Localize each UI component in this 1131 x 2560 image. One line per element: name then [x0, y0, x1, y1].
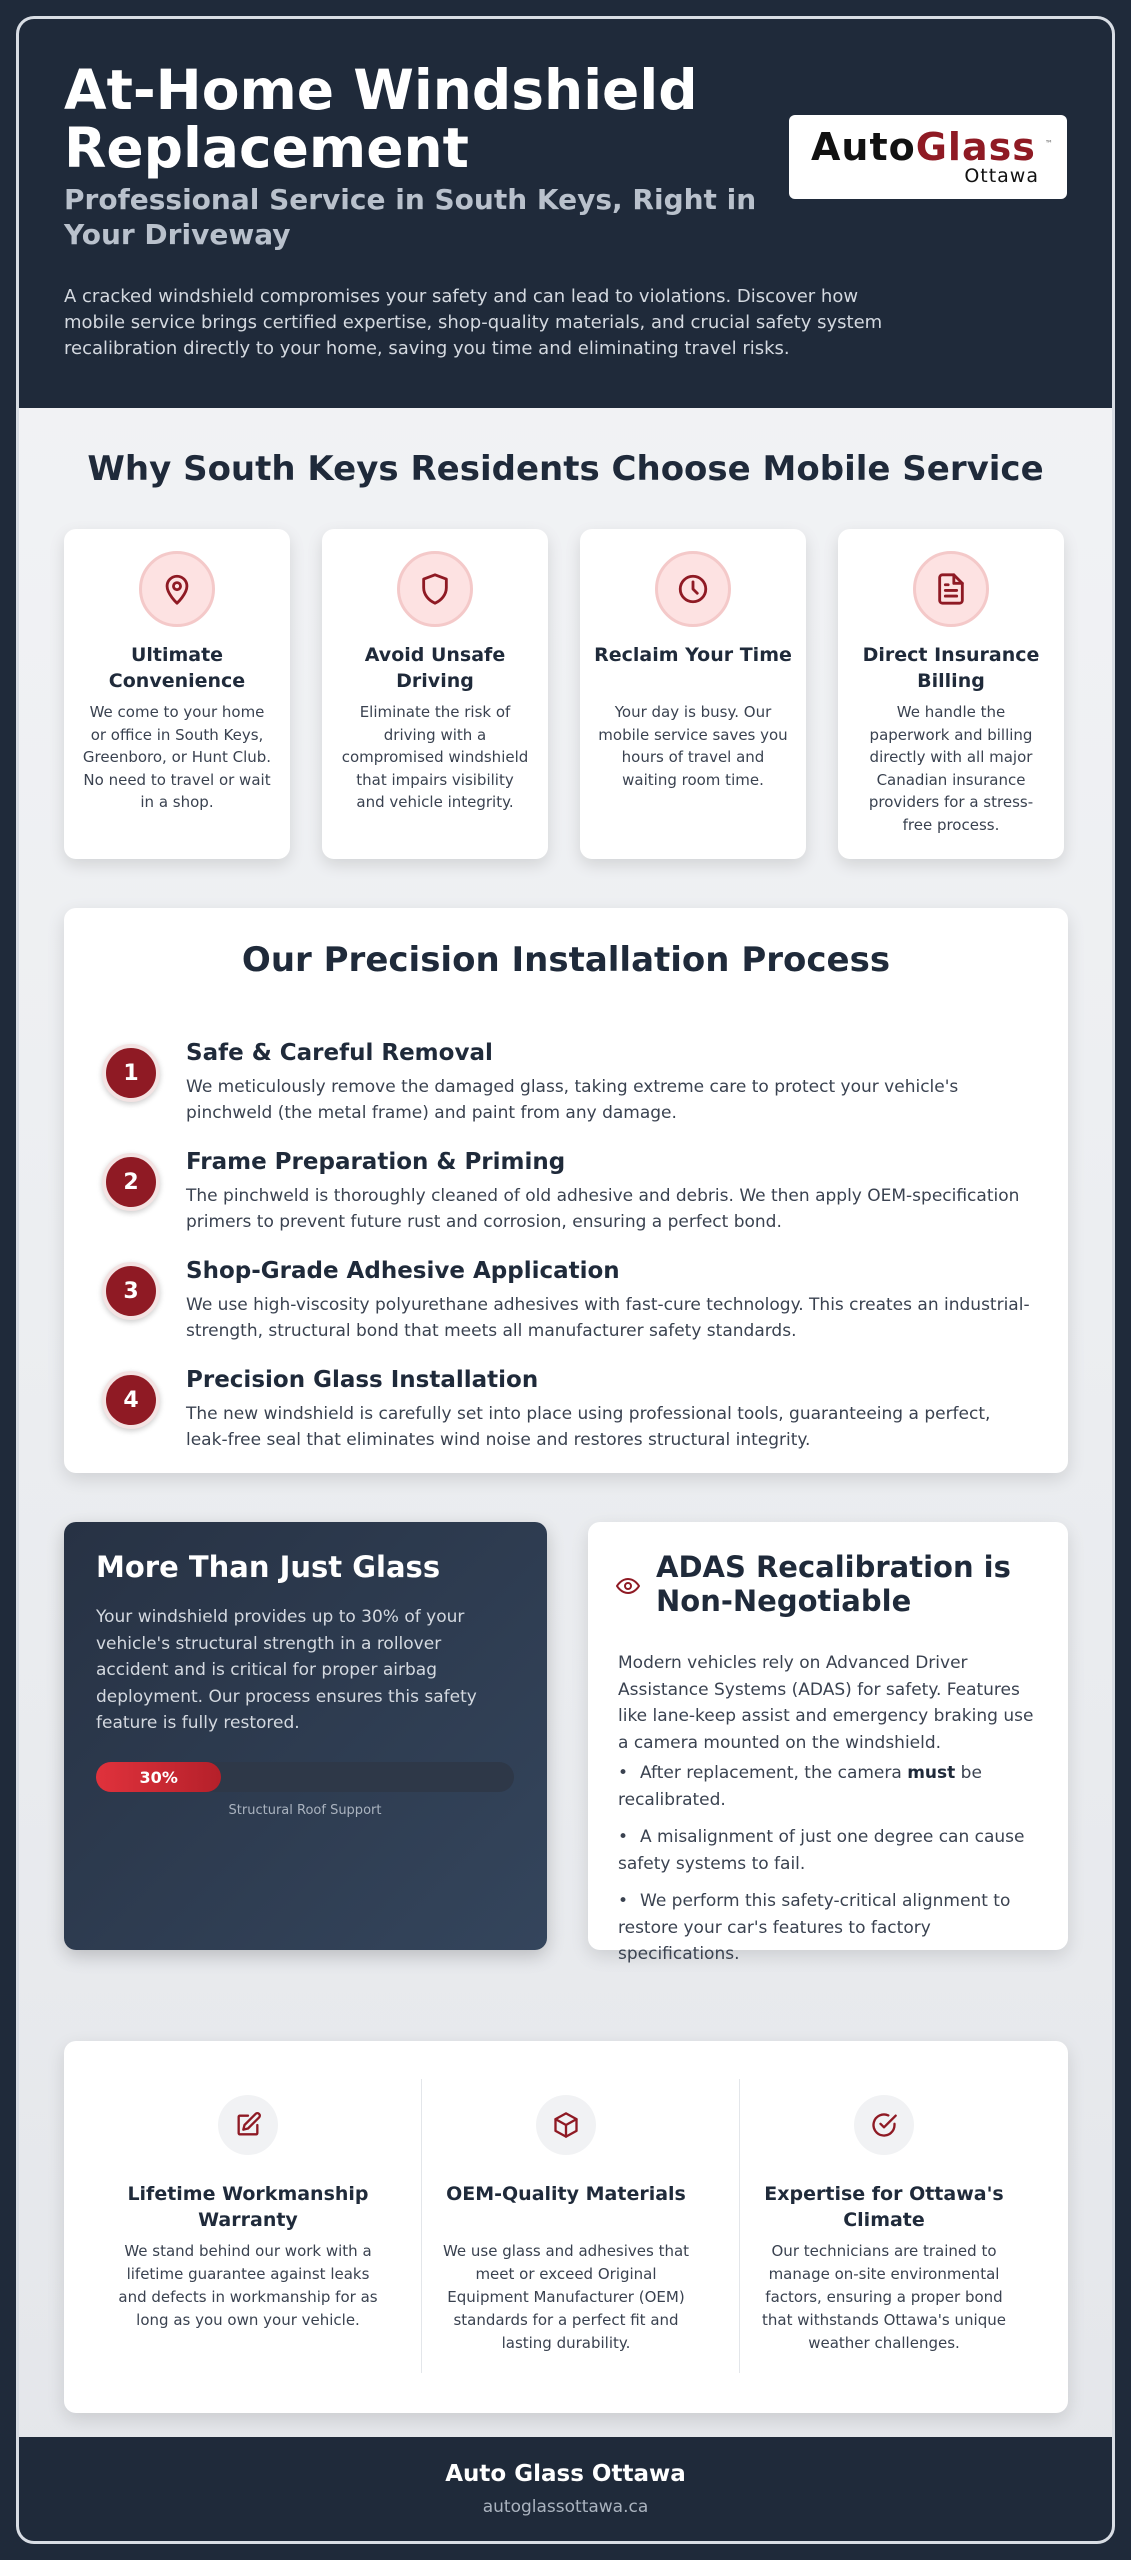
step-title: Precision Glass Installation — [186, 1367, 539, 1393]
step-title: Frame Preparation & Priming — [186, 1149, 566, 1175]
adas-text: Modern vehicles rely on Advanced Driver Assistance Systems (ADAS) for safety. Features like lane-keep assist and emergency braking use a camera mounted on the windshield. — [618, 1653, 1034, 1753]
page-frame — [16, 16, 1115, 2544]
page-title: At-Home Windshield Replacement — [64, 58, 698, 180]
bullet-text: be recalibrated. — [618, 1763, 982, 1810]
feature-title: Lifetime Workmanship Warranty — [127, 2183, 369, 2231]
features-section — [64, 2041, 1068, 2413]
feature-text: We use glass and adhesives that meet or exceed Original Equipment Manufacturer (OEM) standards for a perfect fit and lasting durability. — [442, 2242, 690, 2352]
benefit-card-text: We handle the paperwork and billing directly with all major Canadian insurance providers for a stress-free process. — [868, 703, 1034, 834]
bullet-text: We perform this safety-critical alignment to restore your car's features to factory specifications. — [618, 1891, 1011, 1964]
check-circle-icon — [854, 2095, 914, 2155]
page-footer — [19, 2437, 1112, 2544]
structural-card-text: Your windshield provides up to 30% of your vehicle's structural strength in a rollover accident and is critical for proper airbag deployment. Our process ensures this safety feature is fully restored. — [96, 1607, 477, 1733]
benefit-card-title: Direct Insurance Billing — [862, 644, 1040, 692]
step-text: The pinchweld is thoroughly cleaned of old adhesive and debris. We then apply OEM-specification primers to prevent future rust and corrosion, ensuring a perfect bond. — [186, 1186, 1020, 1232]
footer-company-name: Auto Glass Ottawa — [445, 2461, 686, 2487]
page-subtitle: Professional Service in South Keys, Right in Your Driveway — [64, 183, 757, 251]
feature-climate-expertise — [725, 2041, 1043, 2413]
feature-title: OEM-Quality Materials — [446, 2183, 686, 2205]
benefit-card-title: Reclaim Your Time — [594, 644, 792, 666]
edit-icon — [218, 2095, 278, 2155]
logo-trademark: ™ — [1045, 139, 1053, 148]
benefit-card-text: We come to your home or office in South Keys, Greenboro, or Hunt Club. No need to travel or wait in a shop. — [82, 703, 272, 811]
logo-auto-text: Auto — [811, 125, 916, 169]
adas-title: ADAS Recalibration is Non-Negotiable — [656, 1550, 1011, 1618]
step-number-badge: 3 — [102, 1262, 160, 1320]
feature-text: We stand behind our work with a lifetime guarantee against leaks and defects in workmanship for as long as you own your vehicle. — [118, 2242, 378, 2329]
logo-glass-text: Glass — [915, 125, 1036, 169]
bullet-emphasis: must — [907, 1763, 956, 1783]
step-number-badge: 2 — [102, 1153, 160, 1211]
roof-support-progress-fill: 30% — [96, 1762, 221, 1792]
cube-icon — [536, 2095, 596, 2155]
logo-city-text: Ottawa — [964, 165, 1039, 187]
benefit-card-convenience — [64, 529, 290, 859]
step-title: Safe & Careful Removal — [186, 1040, 493, 1066]
eye-icon — [616, 1574, 640, 1602]
benefit-card-title: Avoid Unsafe Driving — [364, 644, 506, 692]
bullet-dot: • — [618, 1763, 629, 1783]
bullet-text: A misalignment of just one degree can cause safety systems to fail. — [618, 1827, 1025, 1874]
feature-text: Our technicians are trained to manage on-site environmental factors, ensuring a proper bond that withstands Ottawa's unique weather challenges. — [762, 2242, 1006, 2352]
document-icon — [913, 551, 989, 627]
logo-wordmark — [811, 125, 1036, 169]
hero-description: A cracked windshield compromises your safety and can lead to violations. Discover how mobile service brings certified expertise, shop-quality materials, and crucial safety system recalibration directly to your home, saving you time and eliminating travel risks. — [64, 286, 883, 359]
adas-recalibration-card — [588, 1522, 1068, 1964]
bullet-dot: • — [618, 1891, 629, 1911]
step-text: We use high-viscosity polyurethane adhesives with fast-cure technology. This creates an industrial-strength, structural bond that meets all manufacturer safety standards. — [186, 1295, 1030, 1341]
roof-support-label: Structural Roof Support — [228, 1803, 382, 1818]
structural-card-title: More Than Just Glass — [96, 1550, 441, 1584]
benefit-card-title: Ultimate Convenience — [108, 644, 246, 692]
clock-icon — [655, 551, 731, 627]
benefit-card-safety — [322, 529, 548, 859]
adas-bullet — [618, 1760, 1043, 1813]
step-text: The new windshield is carefully set into place using professional tools, guaranteeing a perfect, leak-free seal that eliminates wind noise and restores structural integrity. — [186, 1404, 991, 1450]
benefit-card-insurance — [838, 529, 1064, 859]
structural-strength-card — [64, 1522, 547, 1950]
feature-warranty — [89, 2041, 407, 2413]
shield-icon — [397, 551, 473, 627]
map-pin-icon — [139, 551, 215, 627]
benefit-card-text: Your day is busy. Our mobile service saves you hours of travel and waiting room time. — [598, 703, 788, 789]
benefit-card-text: Eliminate the risk of driving with a compromised windshield that impairs visibility and vehicle integrity. — [341, 703, 529, 811]
feature-title: Expertise for Ottawa's Climate — [764, 2183, 1004, 2231]
roof-support-progress-bar — [96, 1762, 514, 1792]
footer-website-link[interactable]: autoglassottawa.ca — [482, 2497, 649, 2517]
auto-glass-logo — [789, 115, 1067, 199]
feature-oem-materials — [407, 2041, 725, 2413]
step-number-badge: 4 — [102, 1371, 160, 1429]
why-section-title: Why South Keys Residents Choose Mobile Service — [87, 449, 1044, 489]
adas-bullet — [618, 1888, 1043, 1968]
step-text: We meticulously remove the damaged glass, taking extreme care to protect your vehicle's pinchweld (the metal frame) and paint from any damage. — [186, 1077, 959, 1123]
installation-process-section — [64, 908, 1068, 1473]
step-title: Shop-Grade Adhesive Application — [186, 1258, 620, 1284]
process-title: Our Precision Installation Process — [241, 940, 891, 980]
hero-header — [19, 19, 1112, 408]
benefit-card-time — [580, 529, 806, 859]
bullet-text: After replacement, the camera — [640, 1763, 908, 1783]
bullet-dot: • — [618, 1827, 629, 1847]
step-number-badge: 1 — [102, 1044, 160, 1102]
adas-bullet — [618, 1824, 1043, 1877]
